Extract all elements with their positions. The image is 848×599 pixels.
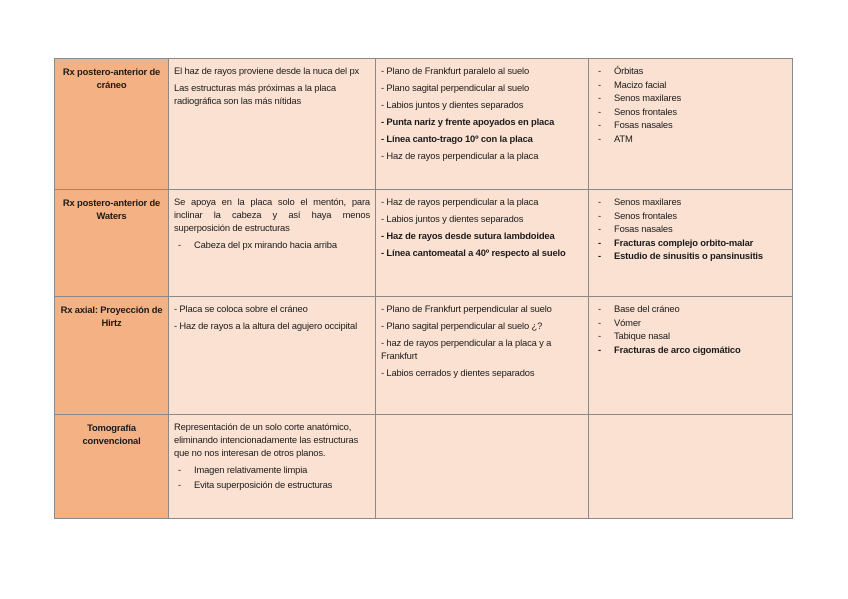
positioning-item: - Línea cantomeatal a 40º respecto al suelo xyxy=(381,247,566,258)
description-list xyxy=(174,463,370,492)
row-header-cell xyxy=(55,415,169,519)
list-item: - Senos maxilares xyxy=(594,195,787,209)
structures-cell xyxy=(589,297,793,415)
description-text: Representación de un solo corte anatómico, eliminando intencionadamente las estructuras que no nos interesan de otros planos. xyxy=(174,421,359,458)
list-item: - Tabique nasal xyxy=(594,329,787,343)
positioning-item: - Punta nariz y frente apoyados en placa xyxy=(381,116,555,127)
row-header: Tomografía convencional xyxy=(82,422,141,446)
list-item: - Evita superposición de estructuras xyxy=(174,478,370,493)
table-row xyxy=(55,415,793,519)
radiography-table xyxy=(54,58,793,519)
description-cell xyxy=(169,415,376,519)
list-item: - ATM xyxy=(594,132,787,146)
positioning-item: - Labios juntos y dientes separados xyxy=(381,99,524,110)
row-header-cell xyxy=(55,59,169,190)
description-cell xyxy=(169,190,376,297)
row-header: Rx postero-anterior de Waters xyxy=(62,197,161,221)
positioning-item: - Haz de rayos perpendicular a la placa xyxy=(381,196,539,207)
positioning-item: - Haz de rayos desde sutura lambdoidea xyxy=(381,230,555,241)
list-item: - Vómer xyxy=(594,316,787,330)
description-text: El haz de rayos proviene desde la nuca del px xyxy=(174,65,360,76)
description-cell xyxy=(169,59,376,190)
list-item: - Macizo facial xyxy=(594,78,787,92)
structures-list xyxy=(594,195,787,263)
description-text: - Haz de rayos a la altura del agujero occipital xyxy=(174,320,358,331)
list-item: - Fosas nasales xyxy=(594,222,787,236)
list-item: - Fosas nasales xyxy=(594,118,787,132)
positioning-cell xyxy=(376,297,589,415)
structures-list xyxy=(594,64,787,145)
list-item: - Base del cráneo xyxy=(594,302,787,316)
description-list xyxy=(174,238,370,253)
list-item: - Senos frontales xyxy=(594,209,787,223)
positioning-item: - Plano sagital perpendicular al suelo ¿? xyxy=(381,320,543,331)
structures-cell xyxy=(589,415,793,519)
row-header-cell xyxy=(55,297,169,415)
list-item: - Fracturas de arco cigomático xyxy=(594,343,787,357)
table-row xyxy=(55,59,793,190)
positioning-item: - Plano sagital perpendicular al suelo xyxy=(381,82,530,93)
description-cell xyxy=(169,297,376,415)
table-row xyxy=(55,190,793,297)
row-header: Rx postero-anterior de cráneo xyxy=(62,66,161,90)
list-item: - Imagen relativamente limpia xyxy=(174,463,370,478)
structures-cell xyxy=(589,190,793,297)
positioning-cell xyxy=(376,190,589,297)
positioning-item: - Haz de rayos perpendicular a la placa xyxy=(381,150,539,161)
positioning-item: - Línea canto-trago 10º con la placa xyxy=(381,133,533,144)
structures-cell xyxy=(589,59,793,190)
list-item: - Senos frontales xyxy=(594,105,787,119)
list-item: - Fracturas complejo orbito-malar xyxy=(594,236,787,250)
description-text: Se apoya en la placa solo el mentón, para inclinar la cabeza y así haya menos superposición de estructuras xyxy=(174,196,370,233)
positioning-item: - Labios cerrados y dientes separados xyxy=(381,367,535,378)
list-item: - Estudio de sinusitis o pansinusitis xyxy=(594,249,787,263)
row-header: Rx axial: Proyección de Hirtz xyxy=(60,304,163,328)
positioning-item: - Labios juntos y dientes separados xyxy=(381,213,524,224)
structures-list xyxy=(594,302,787,356)
positioning-item: - Plano de Frankfurt perpendicular al suelo xyxy=(381,303,552,314)
description-text: Las estructuras más próximas a la placa radiográfica son las más nítidas xyxy=(174,82,336,106)
row-header-cell xyxy=(55,190,169,297)
positioning-item: - Plano de Frankfurt paralelo al suelo xyxy=(381,65,530,76)
list-item: - Órbitas xyxy=(594,64,787,78)
table-row xyxy=(55,297,793,415)
positioning-item: - haz de rayos perpendicular a la placa y a Frankfurt xyxy=(381,337,552,361)
list-item: - Senos maxilares xyxy=(594,91,787,105)
positioning-cell xyxy=(376,59,589,190)
description-text: - Placa se coloca sobre el cráneo xyxy=(174,303,308,314)
positioning-cell xyxy=(376,415,589,519)
list-item: - Cabeza del px mirando hacia arriba xyxy=(174,238,370,253)
